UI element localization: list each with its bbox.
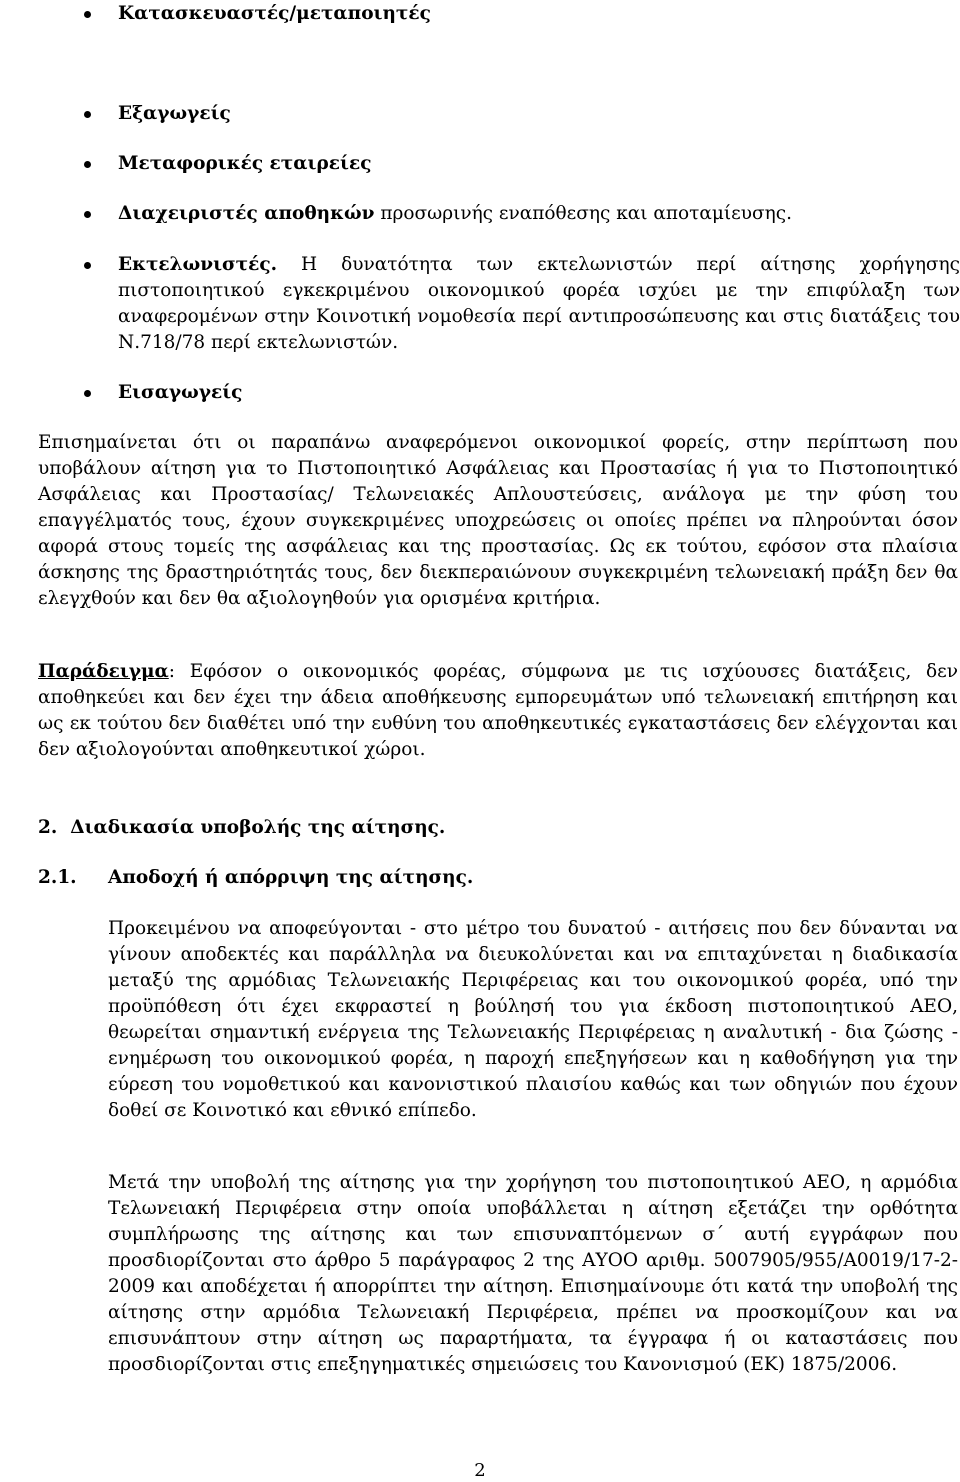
list-item: Εξαγωγείς [80,101,960,127]
example-label: Παράδειγμα [38,661,169,682]
operator-list [80,101,960,127]
paragraph-example: Παράδειγμα: Εφόσον ο οικονομικός φορέας, σύμφωνα με τις ισχύουσες διατάξεις, δεν αποθηκεύει και δεν έχει την άδεια αποθήκευσης εμπορευμάτων υπό τελωνειακή επιτήρηση και ως εκ τούτου δεν διαθέτει υπό την ευθύνη του αποθηκευτικές εγκαταστάσεις δεν ελέγχονται και δεν αξιολογούνται αποθηκευτικοί χώροι. [38,661,958,760]
operator-list [80,252,960,356]
page-number: 2 [474,1460,486,1481]
paragraph-obligations: Επισημαίνεται ότι οι παραπάνω αναφερόμενοι οικονομικοί φορείς, στην περίπτωση που υποβάλουν αίτηση για το Πιστοποιητικό Ασφάλειας και Προστασίας ή για το Πιστοποιητικό Ασφάλειας και Προστασίας/ Τελωνειακές Απλουστεύσεις, ανάλογα με την φύση του επαγγέλματός τους, έχουν συγκεκριμένες υποχρεώσεις οι οποίες πρέπει να πληρούνται όσον αφορά στους τομείς της ασφάλειας και της προστασίας. Ως εκ τούτου, εφόσον στα πλαίσια άσκησης της δραστηριότητάς τους, δεν διεκπεραιώνουν συγκεκριμένη τελωνειακή πράξη δεν θα ελεγχθούν και δεν θα αξιολογηθούν για ορισμένα κριτήρια. [38,432,958,609]
operator-list [80,380,960,406]
operator-list [80,201,960,227]
list-item: Εισαγωγείς [80,380,960,406]
operator-list [80,151,960,177]
section-heading-2-1: 2.1. Αποδοχή ή απόρριψη της αίτησης. [38,867,474,888]
section-heading-2: 2. Διαδικασία υποβολής της αίτησης. [38,817,446,838]
list-item: Εκτελωνιστές. Η δυνατότητα των εκτελωνιστών περί αίτησης χορήγησης πιστοποιητικού εγκεκριμένου οικονομικού φορέα ισχύει με την επιφύλαξη των αναφερομένων στην Κοινοτική νομοθεσία περί αντιπροσώπευσης και στις διατάξεις του Ν.718/78 περί εκτελωνιστών. [80,252,960,356]
list-item: Μεταφορικές εταιρείες [80,151,960,177]
list-item: Κατασκευαστές/μεταποιητές [80,1,960,27]
paragraph-submission: Μετά την υποβολή της αίτησης για την χορήγηση του πιστοποιητικού ΑΕΟ, η αρμόδια Τελωνειακή Περιφέρεια στην οποία υποβάλλεται η αίτηση εξετάζει την ορθότητα συμπλήρωσης της αίτησης και των επισυναπτόμενων σ΄ αυτή εγγράφων που προσδιορίζονται στο άρθρο 5 παράγραφος 2 της ΑΥΟΟ αριθμ. 5007905/955/Α0019/17-2-2009 και αποδέχεται ή απορρίπτει την αίτηση. Επισημαίνουμε ότι κατά την υποβολή της αίτησης στην αρμόδια Τελωνειακή Περιφέρεια, πρέπει να προσκομίζουν και να επισυνάπτουν στην αίτηση ως παραρτήματα, τα έγγραφα ή οι καταστάσεις που προσδιορίζονται στις επεξηγηματικές σημειώσεις του Κανονισμού (ΕΚ) 1875/2006. [108,1172,958,1375]
list-item: Διαχειριστές αποθηκών προσωρινής εναπόθεσης και αποταμίευσης. [80,201,960,227]
paragraph-acceptance: Προκειμένου να αποφεύγονται - στο μέτρο του δυνατού - αιτήσεις που δεν δύνανται να γίνουν αποδεκτές και παράλληλα να διευκολύνεται και να επιταχύνεται η διαδικασία μεταξύ της αρμόδιας Τελωνειακής Περιφέρειας και του οικονομικού φορέα, υπό την προϋπόθεση ότι έχει εκφραστεί η βούλησή του για έκδοση πιστοποιητικού ΑΕΟ, θεωρείται σημαντική ενέργεια της Τελωνειακής Περιφέρειας η αναλυτική - δια ζώσης - ενημέρωση του οικονομικού φορέα, η παροχή επεξηγήσεων και η καθοδήγηση για την εύρεση του νομοθετικού και κανονιστικού πλαισίου καθώς και των οδηγιών που έχουν δοθεί σε Κοινοτικό και εθνικό επίπεδο. [108,918,958,1121]
operator-list [80,1,960,27]
